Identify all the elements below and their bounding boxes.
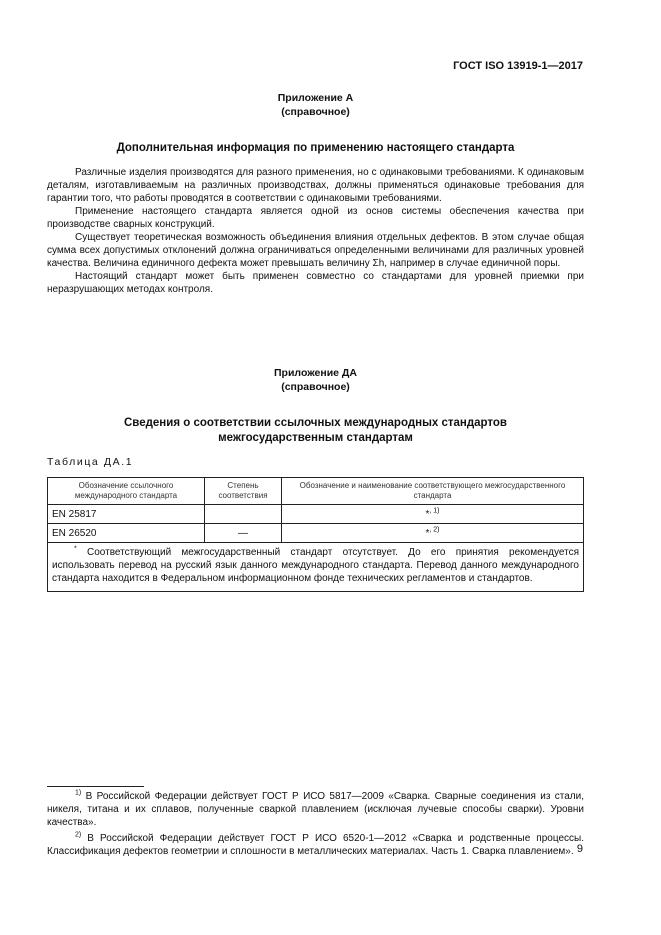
column-header-degree: Степень соответствия [205, 478, 282, 505]
footnote-text: В Российской Федерации действует ГОСТ Р ИСО 6520-1—2012 «Сварка и родственные процессы. Классификация дефектов геометрии и сплошности в металлических материалах. Часть 1. Сварка плавлением». [47, 833, 584, 857]
appendix-da-title-block [47, 366, 584, 394]
footnote-ref: 1) [433, 507, 440, 515]
footnote-text: В Российской Федерации действует ГОСТ Р ИСО 5817—2009 «Сварка. Сварные соединения из стали, никеля, титана и их сплавов, полученные сваркой плавлением (исключая лучевые способы сварки). Уровни качества». [47, 791, 585, 828]
document-header: ГОСТ ISO 13919-1—2017 [453, 60, 583, 72]
footnote [47, 832, 584, 858]
cell-reference: EN 26520 [48, 524, 205, 543]
appendix-da-title: Приложение ДА [274, 367, 357, 379]
cell-mark: * [425, 508, 430, 520]
cell-interstate: *$^{, 1)}$ [282, 505, 584, 524]
appendix-a-body [47, 166, 584, 296]
appendix-da-heading-line2: межгосударственным стандартам [218, 432, 413, 444]
paragraph: Существует теоретическая возможность объединения влияния отдельных дефектов. В этом случае общая сумма всех допустимых отклонений должна ограничиваться определенными величинами для различных уровней качества. Величина единичного дефекта может превышать величину Σh, например в случае единичной поры. [47, 232, 584, 269]
table-header-row [48, 478, 584, 505]
cell-reference: EN 25817 [48, 505, 205, 524]
table-note-mark: * [74, 545, 77, 553]
footnotes [47, 790, 584, 861]
appendix-da-heading-line1: Сведения о соответствии ссылочных международных стандартов [123, 417, 507, 429]
appendix-a-subtitle: (справочное) [281, 106, 350, 118]
cell-mark: * [425, 527, 430, 539]
footnote [47, 790, 584, 829]
page-number: 9 [576, 843, 583, 855]
paragraph: Настоящий стандарт может быть применен совместно со стандартами для уровней приемки при неразрушающих методах контроля. [47, 271, 584, 295]
table-row [48, 505, 584, 524]
appendix-da-heading [47, 416, 584, 446]
column-header-reference: Обозначение ссылочного международного стандарта [48, 478, 205, 505]
table-note [48, 543, 584, 592]
cell-degree: — [205, 524, 282, 543]
appendix-a-title-block [47, 91, 584, 119]
table-note-text: Соответствующий межгосударственный стандарт отсутствует. До его принятия рекомендуется использовать перевод на русский язык данного международного стандарта. Перевод данного международного стандарта находится в Федеральном информационном фонде технических регламентов и стандартов. [52, 547, 579, 584]
footnote-mark: 1) [75, 789, 82, 797]
footnote-separator [47, 786, 144, 787]
appendix-a-heading: Дополнительная информация по применению настоящего стандарта [116, 142, 515, 154]
table-note-row [48, 543, 584, 592]
paragraph: Применение настоящего стандарта является одной из основ системы обеспечения качества при производстве сварных конструкций. [47, 206, 584, 230]
column-header-interstate: Обозначение и наименование соответствующего межгосударственного стандарта [282, 478, 584, 505]
table-row [48, 524, 584, 543]
footnote-ref: 2) [433, 526, 440, 534]
footnote-mark: 2) [75, 831, 82, 839]
appendix-a-title: Приложение А [277, 92, 354, 104]
table-caption: Таблица ДА.1 [47, 456, 134, 468]
appendix-da-subtitle: (справочное) [281, 381, 350, 393]
cell-interstate: *$^{, 2)}$ [282, 524, 584, 543]
paragraph: Различные изделия производятся для разного применения, но с одинаковыми требованиями. К одинаковым деталям, изготавливаемым на различных производствах, должны применяться одинаковые требования для гарантии того, что работы проводятся в соответствии с одинаковыми требованиями. [47, 167, 584, 204]
cell-degree [205, 505, 282, 524]
correspondence-table [47, 477, 584, 592]
